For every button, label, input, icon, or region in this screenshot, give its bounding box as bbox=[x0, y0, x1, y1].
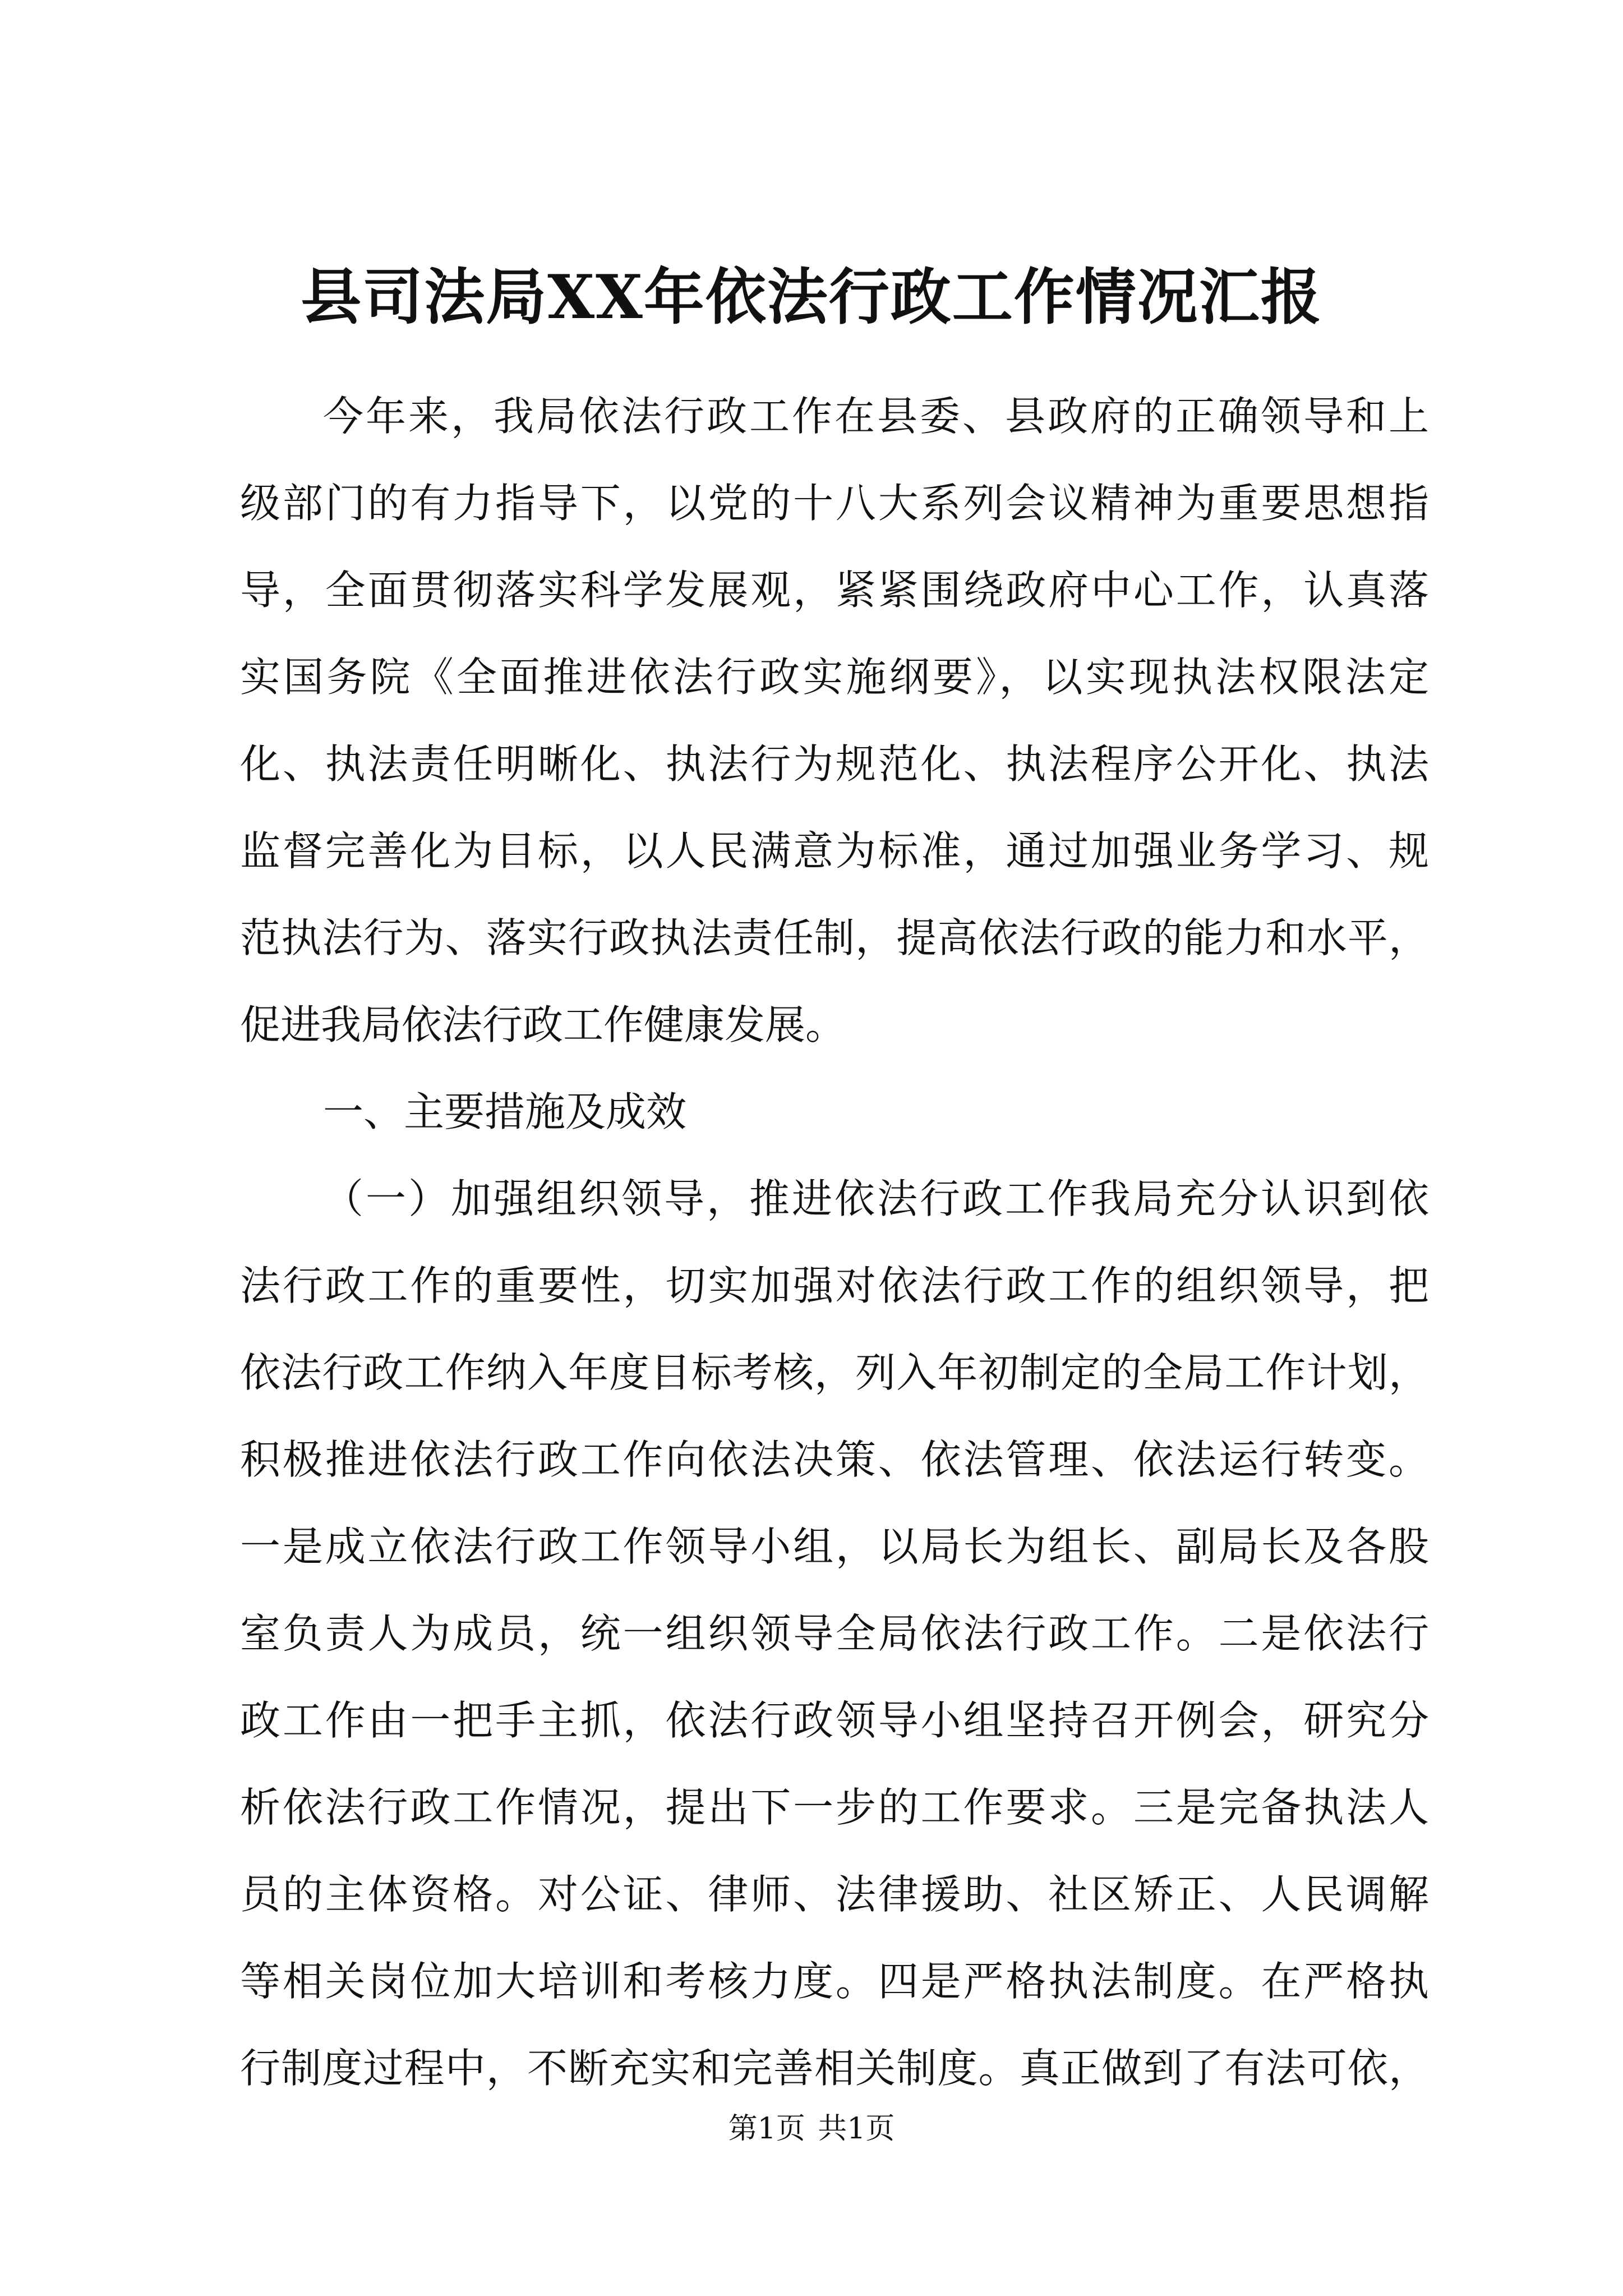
paragraph-line: 积极推进依法行政工作向依法决策、依法管理、依法运行转变。 bbox=[240, 1436, 1429, 1483]
paragraph-line: 级部门的有力指导下，以党的十八大系列会议精神为重要思想指 bbox=[240, 480, 1429, 527]
paragraph-line: 等相关岗位加大培训和考核力度。四是严格执法制度。在严格执 bbox=[240, 1958, 1429, 2005]
paragraph-line: 员的主体资格。对公证、律师、法律援助、社区矫正、人民调解 bbox=[240, 1871, 1429, 1918]
document-title: 县司法局XX年依法行政工作情况汇报 bbox=[301, 262, 1322, 333]
paragraph-line: 监督完善化为目标，以人民满意为标准，通过加强业务学习、规 bbox=[240, 827, 1429, 875]
page-footer: 第1页 共1页 bbox=[728, 2112, 895, 2146]
section-heading: 一、主要措施及成效 bbox=[323, 1088, 687, 1135]
paragraph-line: 依法行政工作纳入年度目标考核，列入年初制定的全局工作计划， bbox=[240, 1349, 1429, 1396]
paragraph-line: 导，全面贯彻落实科学发展观，紧紧围绕政府中心工作，认真落 bbox=[240, 567, 1429, 614]
paragraph-line: 一是成立依法行政工作领导小组，以局长为组长、副局长及各股 bbox=[240, 1523, 1429, 1570]
paragraph-line: 行制度过程中，不断充实和完善相关制度。真正做到了有法可依， bbox=[240, 2045, 1429, 2092]
paragraph-line: 化、执法责任明晰化、执法行为规范化、执法程序公开化、执法 bbox=[240, 740, 1429, 788]
paragraph-line: （一）加强组织领导，推进依法行政工作我局充分认识到依 bbox=[323, 1175, 1429, 1222]
document-body bbox=[240, 373, 1429, 2112]
paragraph-line: 今年来，我局依法行政工作在县委、县政府的正确领导和上 bbox=[323, 393, 1429, 440]
paragraph-line: 法行政工作的重要性，切实加强对依法行政工作的组织领导，把 bbox=[240, 1262, 1429, 1309]
paragraph-line: 范执法行为、落实行政执法责任制，提高依法行政的能力和水平， bbox=[240, 914, 1429, 961]
paragraph-line: 析依法行政工作情况，提出下一步的工作要求。三是完备执法人 bbox=[240, 1784, 1429, 1831]
paragraph-line: 政工作由一把手主抓，依法行政领导小组坚持召开例会，研究分 bbox=[240, 1697, 1429, 1744]
paragraph-line: 促进我局依法行政工作健康发展。 bbox=[240, 1001, 846, 1048]
paragraph-line: 室负责人为成员，统一组织领导全局依法行政工作。二是依法行 bbox=[240, 1610, 1429, 1657]
paragraph-line: 实国务院《全面推进依法行政实施纲要》，以实现执法权限法定 bbox=[240, 654, 1429, 701]
